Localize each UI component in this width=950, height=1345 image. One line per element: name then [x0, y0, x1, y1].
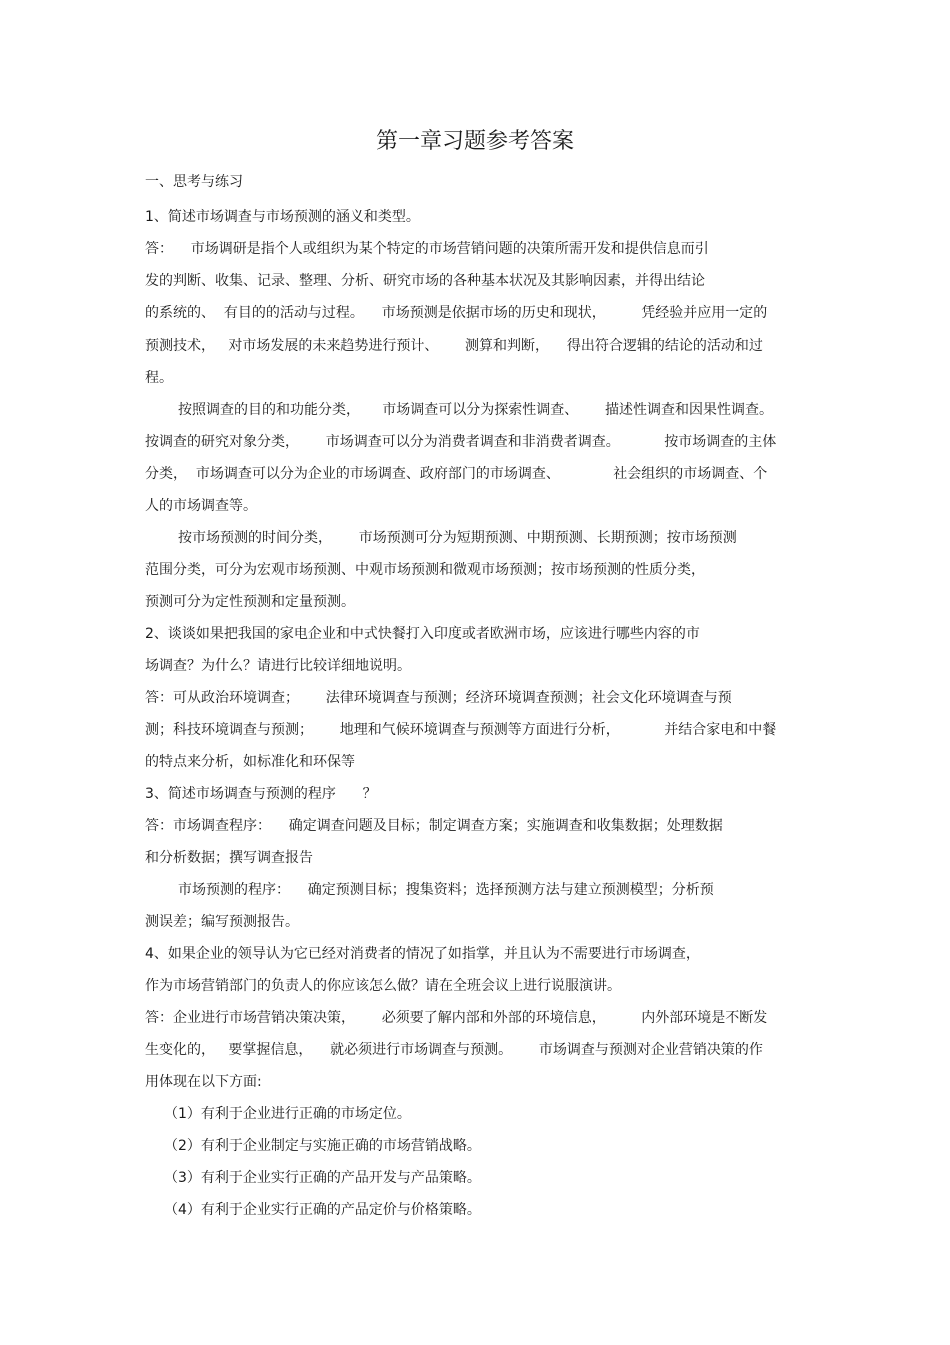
paragraph-line: 预测可分为定性预测和定量预测。: [145, 594, 355, 610]
answer-line: 测；科技环境调查与预测； 地理和气候环境调查与预测等方面进行分析， 并结合家电和中餐: [145, 722, 777, 738]
answer-line: 答：企业进行市场营销决策决策， 必须要了解内部和外部的环境信息， 内外部环境是不断发: [145, 1010, 768, 1026]
question-3: 3、简述市场调查与预测的程序 ？: [145, 786, 377, 802]
list-item: （2）有利于企业制定与实施正确的市场营销战略。: [164, 1138, 481, 1154]
answer-line: 发的判断、收集、记录、整理、分析、研究市场的各种基本状况及其影响因素，并得出结论: [145, 273, 705, 289]
paragraph-line: 分类， 市场调查可以分为企业的市场调查、政府部门的市场调查、 社会组织的市场调查、个: [145, 466, 768, 482]
list-item: （3）有利于企业实行正确的产品开发与产品策略。: [164, 1170, 481, 1186]
question-2-cont: 场调查？为什么？请进行比较详细地说明。: [145, 658, 411, 674]
answer-line: 答：市场调查程序： 确定调查问题及目标；制定调查方案；实施调查和收集数据；处理数据: [145, 818, 723, 834]
list-item: （4）有利于企业实行正确的产品定价与价格策略。: [164, 1202, 481, 1218]
question-2: 2、谈谈如果把我国的家电企业和中式快餐打入印度或者欧洲市场，应该进行哪些内容的市: [145, 626, 700, 642]
paragraph-line: 市场预测的程序： 确定预测目标；搜集资料；选择预测方法与建立预测模型；分析预: [178, 882, 714, 898]
section-heading: 一、思考与练习: [145, 174, 243, 190]
question-1: 1、简述市场调查与市场预测的涵义和类型。: [145, 209, 420, 225]
answer-line: 答：可从政治环境调查； 法律环境调查与预测；经济环境调查预测；社会文化环境调查与预: [145, 690, 732, 706]
list-item: （1）有利于企业进行正确的市场定位。: [164, 1106, 411, 1122]
answer-line: 程。: [145, 370, 173, 386]
paragraph-line: 按照调查的目的和功能分类， 市场调查可以分为探索性调查、 描述性调查和因果性调查。: [178, 402, 773, 418]
question-4-cont: 作为市场营销部门的负责人的你应该怎么做？请在全班会议上进行说服演讲。: [145, 978, 621, 994]
answer-line: 用体现在以下方面:: [145, 1074, 262, 1090]
answer-line: 预测技术， 对市场发展的未来趋势进行预计、 测算和判断， 得出符合逻辑的结论的活动和过: [145, 338, 763, 354]
answer-line: 答： 市场调研是指个人或组织为某个特定的市场营销问题的决策所需开发和提供信息而引: [145, 241, 709, 257]
paragraph-line: 范围分类，可分为宏观市场预测、中观市场预测和微观市场预测；按市场预测的性质分类，: [145, 562, 705, 578]
question-4: 4、如果企业的领导认为它已经对消费者的情况了如指掌，并且认为不需要进行市场调查，: [145, 946, 700, 962]
answer-line: 的系统的、 有目的的活动与过程。 市场预测是依据市场的历史和现状， 凭经验并应用一定的: [145, 305, 768, 321]
page-title: 第一章习题参考答案: [375, 129, 574, 154]
paragraph-line: 测误差；编写预测报告。: [145, 914, 299, 930]
paragraph-line: 按市场预测的时间分类， 市场预测可分为短期预测、中期预测、长期预测；按市场预测: [178, 530, 737, 546]
answer-line: 生变化的， 要掌握信息， 就必须进行市场调查与预测。 市场调查与预测对企业营销决策的作: [145, 1042, 763, 1058]
paragraph-line: 按调查的研究对象分类， 市场调查可以分为消费者调查和非消费者调查。 按市场调查的主体: [145, 434, 777, 450]
answer-line: 的特点来分析，如标准化和环保等: [145, 754, 355, 770]
paragraph-line: 人的市场调查等。: [145, 498, 257, 514]
answer-line: 和分析数据；撰写调查报告: [145, 850, 313, 866]
